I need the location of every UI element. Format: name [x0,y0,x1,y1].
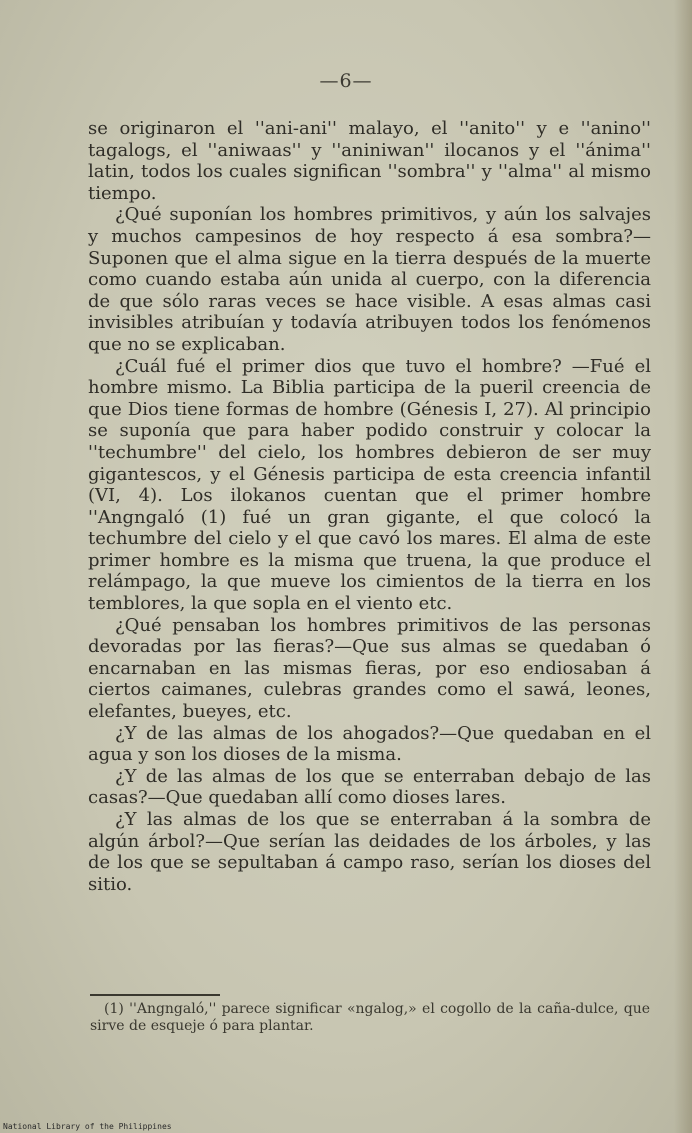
paragraph: ¿Qué suponían los hombres primitivos, y aún los salvajes y muchos campesinos de hoy respecto á esa sombra?—Suponen que el alma sigue en la tierra después de la muerte como cuando estaba aún unida al cuerpo, con la diferencia de que sólo raras veces se hace visible. A esas almas casi invisibles atribuían y todavía atribuyen todos los fenómenos que no se explicaban. [88,204,651,355]
paragraph: ¿Cuál fué el primer dios que tuvo el hombre? —Fué el hombre mismo. La Biblia participa de la pueril creencia de que Dios tiene formas de hombre (Génesis I, 27). Al principio se suponía que para haber podido construir y colocar la ''techumbre'' del cielo, los hombres debieron de ser muy gigantescos, y el Génesis participa de esta creencia infantil (VI, 4). Los ilokanos cuentan que el primer hombre ''Angngaló (1) fué un gran gigante, el que colocó la techumbre del cielo y el que cavó los mares. El alma de este primer hombre es la misma que truena, la que produce el relámpago, la que mueve los cimientos de la tierra en los temblores, la que sopla en el viento etc. [88,355,651,615]
paragraph: se originaron el ''ani-ani'' malayo, el ''anito'' y e ''anino'' tagalogs, el ''aniwaas'' y ''aniniwan'' ilocanos y el ''ánima'' latin, todos los cuales significan ''sombra'' y ''alma'' al mismo tiempo. [88,118,651,204]
paragraph: ¿Y las almas de los que se enterraban á la sombra de algún árbol?—Que serían las deidades de los árboles, y las de los que se sepultaban á campo raso, serían los dioses del sitio. [88,809,651,895]
page-edge-shadow [674,0,692,1133]
library-credit: National Library of the Philippines [3,1122,172,1131]
footnote-rule [90,994,220,996]
paragraph: ¿Y de las almas de los que se enterraban debajo de las casas?—Que quedaban allí como dioses lares. [88,765,651,809]
body-text [88,118,651,895]
paragraph: ¿Qué pensaban los hombres primitivos de las personas devoradas por las fieras?—Que sus almas se quedaban ó encarnaban en las mismas fieras, por eso endiosaban á ciertos caimanes, culebras grandes como el sawá, leones, elefantes, bueyes, etc. [88,614,651,723]
footnote [90,1001,650,1035]
paragraph: ¿Y de las almas de los ahogados?—Que quedaban en el agua y son los dioses de la misma. [88,722,651,766]
footnote-text: (1) ''Angngaló,'' parece significar «ngalog,» el cogollo de la caña-dulce, que sirve de esqueje ó para plantar. [90,1001,650,1034]
page-number: —6— [319,70,373,92]
